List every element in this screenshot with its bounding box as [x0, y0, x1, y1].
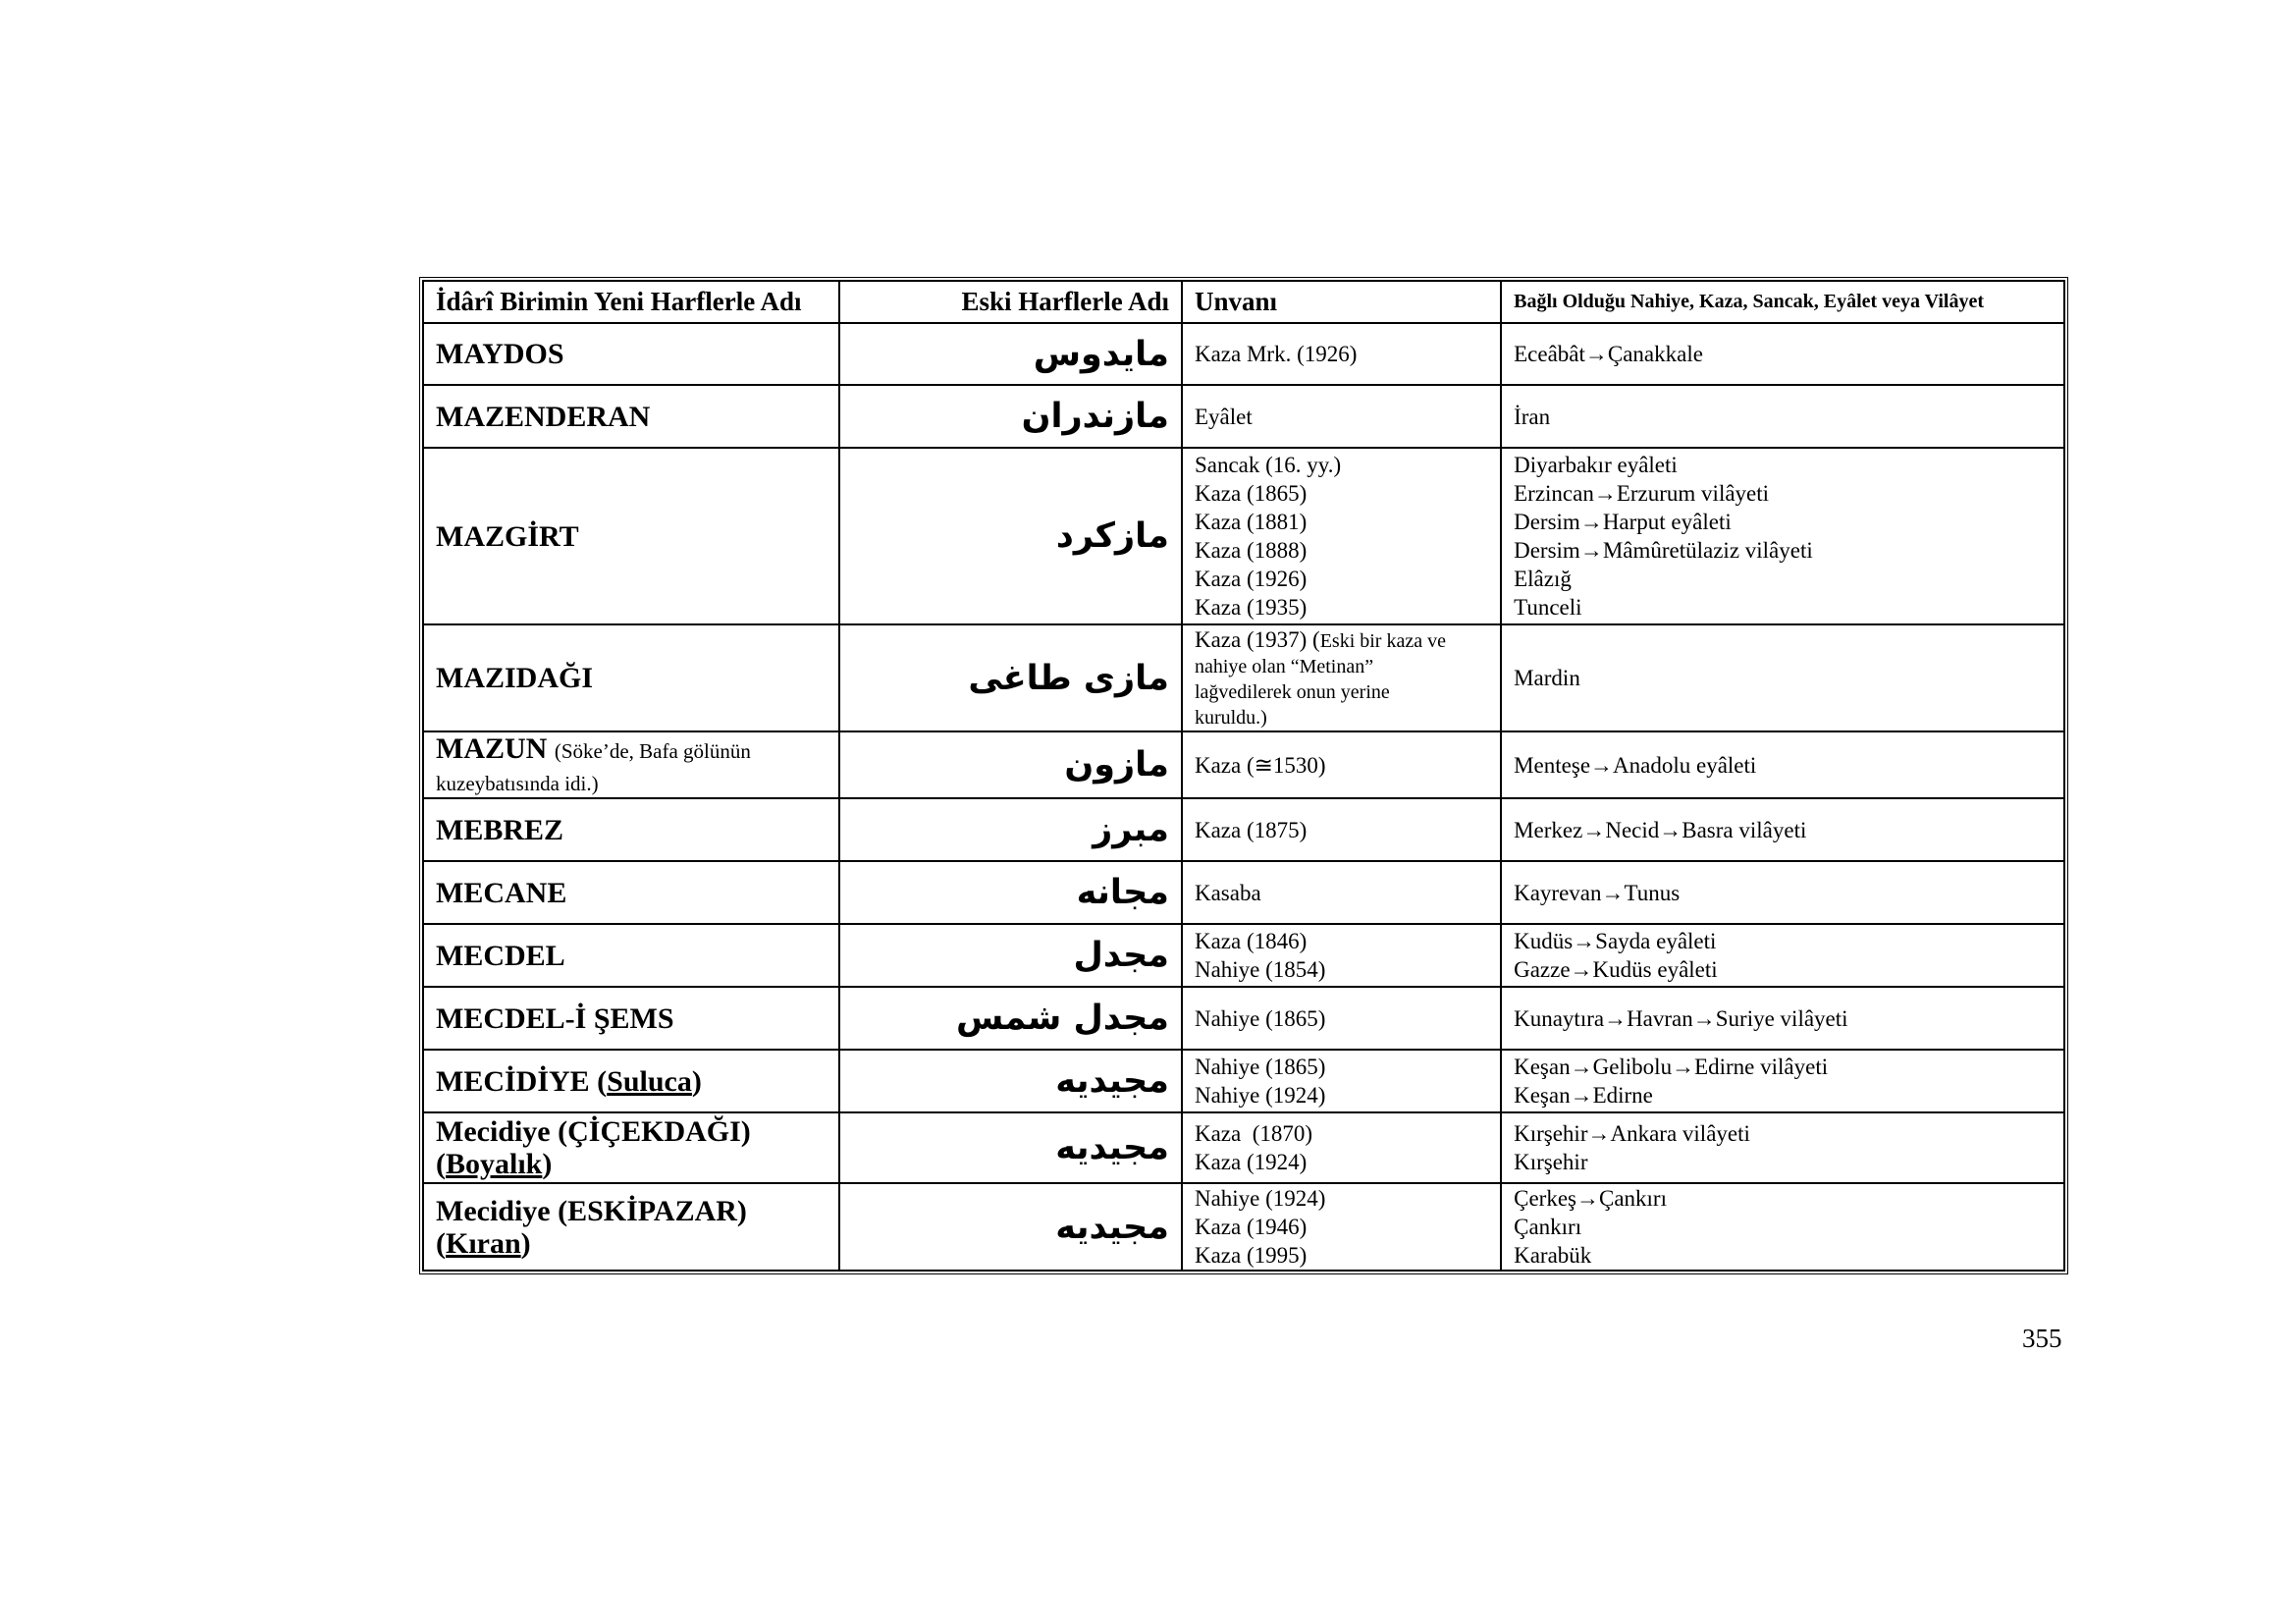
title-main: Kaza (1937) (	[1194, 627, 1320, 652]
header-new-name: İdârî Birimin Yeni Harflerle Adı	[423, 281, 839, 323]
place-line: Eceâbât→Çanakkale	[1514, 342, 1703, 366]
place-line: Kırşehir	[1514, 1150, 1588, 1174]
row-title	[1182, 624, 1501, 731]
row-title	[1182, 731, 1501, 798]
place-line: Mardin	[1514, 666, 1580, 690]
table-row	[423, 323, 2064, 385]
row-old-name: مازون	[839, 731, 1182, 798]
table-row	[423, 924, 2064, 987]
title-line: Nahiye (1924)	[1194, 1083, 1326, 1108]
table-header-row	[423, 281, 2064, 323]
title-line: Kaza (1888)	[1194, 538, 1308, 563]
table-row	[423, 1050, 2064, 1112]
title-line: Kaza (1875)	[1194, 817, 1308, 842]
row-place	[1501, 385, 2064, 448]
place-line: Tunceli	[1514, 595, 1582, 620]
row-title	[1182, 1050, 1501, 1112]
title-note-line: lağvedilerek onun yerine	[1194, 681, 1390, 703]
row-place	[1501, 924, 2064, 987]
table-row	[423, 448, 2064, 624]
page-number: 355	[2022, 1324, 2062, 1353]
row-place	[1501, 1183, 2064, 1271]
row-name	[423, 1112, 839, 1183]
place-line: Erzincan→Erzurum vilâyeti	[1514, 481, 1770, 506]
row-name	[423, 1050, 839, 1112]
place-line: Dersim→Harput eyâleti	[1514, 510, 1732, 534]
row-name-part: (	[436, 1226, 446, 1260]
row-title	[1182, 1183, 1501, 1271]
row-old-name: مجيديه	[839, 1112, 1182, 1183]
row-name: MECANE	[423, 861, 839, 924]
row-place	[1501, 1112, 2064, 1183]
title-line: Kasaba	[1194, 880, 1261, 905]
row-place	[1501, 987, 2064, 1050]
row-place	[1501, 731, 2064, 798]
row-name: MAYDOS	[423, 323, 839, 385]
table-row	[423, 861, 2064, 924]
row-name-part: (	[436, 1148, 446, 1180]
row-title	[1182, 798, 1501, 861]
title-note: Eski bir kaza ve	[1319, 630, 1446, 652]
header-affiliation: Bağlı Olduğu Nahiye, Kaza, Sancak, Eyâlet veya Vilâyet	[1501, 281, 2064, 323]
row-name-line: Mecidiye (ÇİÇEKDAĞI)	[436, 1115, 751, 1148]
row-place	[1501, 798, 2064, 861]
title-line	[1195, 625, 1488, 654]
place-line: Menteşe→Anadolu eyâleti	[1514, 752, 1757, 778]
row-name	[423, 731, 839, 798]
title-line: Kaza (1865)	[1194, 481, 1308, 506]
table-row	[423, 731, 2064, 798]
row-name-alias: Boyalık	[446, 1148, 543, 1180]
title-line: Kaza (≅1530)	[1194, 752, 1326, 778]
row-title	[1182, 987, 1501, 1050]
table-row	[423, 1112, 2064, 1183]
header-old-name: Eski Harflerle Adı	[839, 281, 1182, 323]
row-title	[1182, 385, 1501, 448]
title-line: Sancak (16. yy.)	[1194, 453, 1342, 477]
place-line: Çankırı	[1514, 1215, 1582, 1239]
title-line: Kaza (1946)	[1194, 1215, 1308, 1239]
place-line: Dersim→Mâmûretülaziz vilâyeti	[1514, 538, 1813, 563]
place-line: Kırşehir→Ankara vilâyeti	[1514, 1121, 1750, 1146]
title-line: Kaza (1870)	[1194, 1121, 1313, 1146]
row-name: MECDEL	[423, 924, 839, 987]
place-line: Keşan→Edirne	[1514, 1083, 1653, 1108]
row-title	[1182, 1112, 1501, 1183]
title-line: Kaza (1924)	[1194, 1150, 1308, 1174]
row-old-name: مجدل	[839, 924, 1182, 987]
place-line: Çerkeş→Çankırı	[1514, 1186, 1667, 1211]
row-name	[423, 1183, 839, 1271]
row-old-name: مايدوس	[839, 323, 1182, 385]
table-row	[423, 1183, 2064, 1271]
row-old-name: مجيديه	[839, 1183, 1182, 1271]
place-line: Gazze→Kudüs eyâleti	[1514, 957, 1718, 982]
place-line: İran	[1514, 404, 1551, 429]
row-place	[1501, 323, 2064, 385]
row-place	[1501, 624, 2064, 731]
place-line: Karabük	[1514, 1243, 1592, 1268]
row-title	[1182, 448, 1501, 624]
title-line: Eyâlet	[1194, 404, 1253, 429]
row-name: MAZENDERAN	[423, 385, 839, 448]
title-line: Kaza Mrk. (1926)	[1194, 342, 1358, 366]
row-name: MAZGİRT	[423, 448, 839, 624]
title-line: Kaza (1881)	[1194, 510, 1308, 534]
row-old-name: مجدل شمس	[839, 987, 1182, 1050]
place-line: Diyarbakır eyâleti	[1514, 453, 1678, 477]
title-note-line: kuruldu.)	[1194, 707, 1267, 729]
row-name-line: Mecidiye (ESKİPAZAR)	[436, 1194, 747, 1227]
row-name-note: (Söke’de, Bafa gölünün	[554, 739, 751, 763]
title-line: Kaza (1926)	[1194, 567, 1308, 591]
row-place	[1501, 1050, 2064, 1112]
row-place	[1501, 448, 2064, 624]
row-name-note: kuzeybatısında idi.)	[436, 772, 599, 795]
title-line: Kaza (1846)	[1194, 929, 1308, 953]
place-line: Kayrevan→Tunus	[1514, 880, 1681, 905]
row-old-name: مازى طاغى	[839, 624, 1182, 731]
title-line: Kaza (1935)	[1194, 595, 1308, 620]
place-line: Kunaytıra→Havran→Suriye vilâyeti	[1514, 1005, 1848, 1031]
title-line: Kaza (1995)	[1194, 1243, 1308, 1268]
table-row	[423, 987, 2064, 1050]
place-line: Keşan→Gelibolu→Edirne vilâyeti	[1514, 1055, 1829, 1079]
place-line: Merkez→Necid→Basra vilâyeti	[1514, 817, 1807, 842]
row-old-name: مازكرد	[839, 448, 1182, 624]
row-name: MAZIDAĞI	[423, 624, 839, 731]
title-line: Nahiye (1865)	[1194, 1005, 1326, 1031]
row-name-part: )	[520, 1226, 531, 1260]
row-place	[1501, 861, 2064, 924]
table-row	[423, 624, 2064, 731]
title-line: Nahiye (1924)	[1194, 1186, 1326, 1211]
row-name-main: MAZUN	[436, 732, 548, 765]
row-old-name: مازندران	[839, 385, 1182, 448]
title-line: Nahiye (1854)	[1194, 957, 1326, 982]
row-old-name: مبرز	[839, 798, 1182, 861]
row-name: MEBREZ	[423, 798, 839, 861]
title-note-line: nahiye olan “Metinan”	[1194, 656, 1374, 677]
place-line: Elâzığ	[1514, 567, 1572, 591]
row-title	[1182, 924, 1501, 987]
row-name-part: MECİDİYE (	[436, 1064, 608, 1098]
row-old-name: مجيديه	[839, 1050, 1182, 1112]
row-old-name: مجانه	[839, 861, 1182, 924]
table-row	[423, 385, 2064, 448]
header-title: Unvanı	[1182, 281, 1501, 323]
places-table	[419, 277, 2068, 1274]
row-title	[1182, 861, 1501, 924]
row-name-alias: Kıran	[446, 1226, 521, 1260]
row-title	[1182, 323, 1501, 385]
place-line: Kudüs→Sayda eyâleti	[1514, 929, 1717, 953]
table-row	[423, 798, 2064, 861]
title-line: Nahiye (1865)	[1194, 1055, 1326, 1079]
row-name: MECDEL-İ ŞEMS	[423, 987, 839, 1050]
row-name-part: )	[691, 1064, 702, 1098]
row-name-part: )	[542, 1148, 553, 1180]
row-name-alias: Suluca	[607, 1064, 692, 1098]
